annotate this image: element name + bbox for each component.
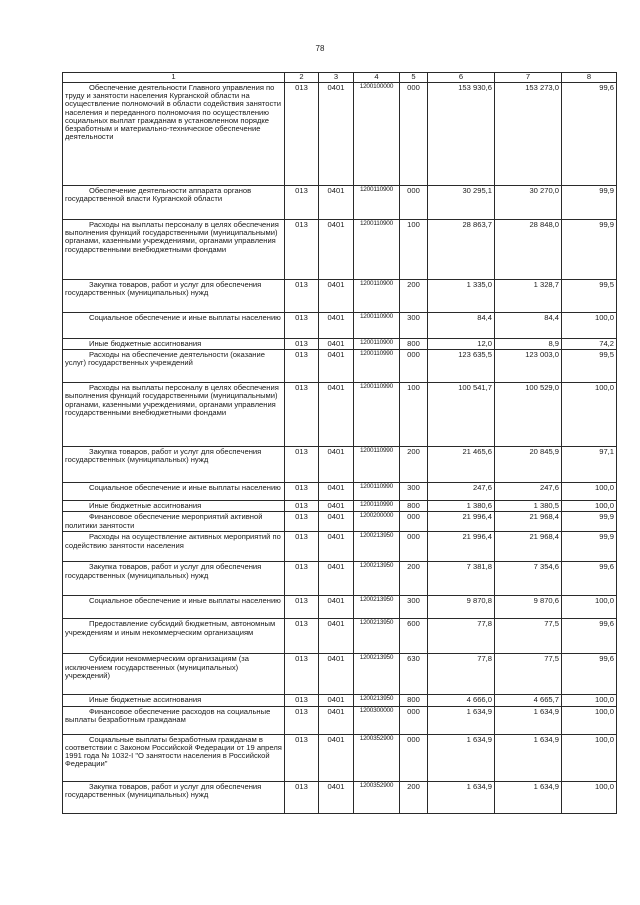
row-target-code: 1200110900	[354, 220, 400, 280]
row-execution-percent: 99,6	[562, 83, 617, 186]
row-planned-amount: 21 996,4	[428, 532, 495, 562]
row-grbs: 013	[285, 501, 319, 512]
row-grbs: 013	[285, 695, 319, 706]
row-expense-type: 300	[400, 313, 428, 339]
row-actual-amount: 1 634,9	[495, 734, 562, 781]
row-actual-amount: 21 968,4	[495, 512, 562, 532]
row-section: 0401	[319, 280, 354, 313]
row-grbs: 013	[285, 706, 319, 734]
row-grbs: 013	[285, 339, 319, 350]
row-execution-percent: 100,0	[562, 383, 617, 447]
row-name: Закупка товаров, работ и услуг для обеспечения государственных (муниципальных) нужд	[63, 280, 285, 313]
row-target-code: 1200213950	[354, 654, 400, 695]
row-execution-percent: 99,9	[562, 532, 617, 562]
row-execution-percent: 99,5	[562, 280, 617, 313]
table-row	[63, 339, 617, 350]
row-planned-amount: 21 996,4	[428, 512, 495, 532]
row-name: Иные бюджетные ассигнования	[63, 339, 285, 350]
row-expense-type: 000	[400, 512, 428, 532]
row-grbs: 013	[285, 83, 319, 186]
row-expense-type: 800	[400, 695, 428, 706]
header-row	[63, 73, 617, 83]
row-section: 0401	[319, 350, 354, 383]
row-planned-amount: 100 541,7	[428, 383, 495, 447]
row-expense-type: 600	[400, 619, 428, 654]
row-execution-percent: 97,1	[562, 447, 617, 483]
row-section: 0401	[319, 483, 354, 501]
row-actual-amount: 77,5	[495, 654, 562, 695]
row-actual-amount: 8,9	[495, 339, 562, 350]
row-section: 0401	[319, 83, 354, 186]
row-grbs: 013	[285, 186, 319, 220]
row-name: Обеспечение деятельности Главного управления по труду и занятости населения Курганской области на осуществление полномочий в области содействия занятости населения и переданного полномочия по осуществлению социальных выплат гражданам в установленном порядке безработным и материально-техническое обеспечение деятельности	[63, 83, 285, 186]
row-section: 0401	[319, 596, 354, 619]
row-actual-amount: 1 328,7	[495, 280, 562, 313]
row-target-code: 1200300000	[354, 706, 400, 734]
row-planned-amount: 30 295,1	[428, 186, 495, 220]
row-target-code: 1200110990	[354, 383, 400, 447]
table-row	[63, 447, 617, 483]
row-section: 0401	[319, 447, 354, 483]
row-name: Расходы на осуществление активных мероприятий по содействию занятости населения	[63, 532, 285, 562]
row-target-code: 1200100000	[354, 83, 400, 186]
row-planned-amount: 77,8	[428, 654, 495, 695]
header-cell: 6	[428, 73, 495, 83]
row-grbs: 013	[285, 512, 319, 532]
row-planned-amount: 28 863,7	[428, 220, 495, 280]
table-row	[63, 562, 617, 596]
row-expense-type: 300	[400, 596, 428, 619]
row-section: 0401	[319, 383, 354, 447]
row-actual-amount: 1 634,9	[495, 781, 562, 813]
row-section: 0401	[319, 706, 354, 734]
table-row	[63, 734, 617, 781]
row-actual-amount: 9 870,6	[495, 596, 562, 619]
row-planned-amount: 1 634,9	[428, 781, 495, 813]
row-actual-amount: 247,6	[495, 483, 562, 501]
row-target-code: 1200110990	[354, 483, 400, 501]
row-target-code: 1200213950	[354, 562, 400, 596]
row-execution-percent: 99,9	[562, 220, 617, 280]
row-name: Расходы на выплаты персоналу в целях обеспечения выполнения функций государственными (муниципальными) органами, казенными учреждениями, органами управления государственными внебюджетными фондами	[63, 220, 285, 280]
table-row	[63, 706, 617, 734]
row-planned-amount: 12,0	[428, 339, 495, 350]
row-planned-amount: 1 634,9	[428, 734, 495, 781]
row-actual-amount: 100 529,0	[495, 383, 562, 447]
row-target-code: 1200110900	[354, 339, 400, 350]
row-section: 0401	[319, 512, 354, 532]
row-grbs: 013	[285, 562, 319, 596]
row-section: 0401	[319, 734, 354, 781]
row-execution-percent: 100,0	[562, 706, 617, 734]
row-execution-percent: 74,2	[562, 339, 617, 350]
table-row	[63, 186, 617, 220]
row-actual-amount: 77,5	[495, 619, 562, 654]
header-cell: 7	[495, 73, 562, 83]
row-name: Закупка товаров, работ и услуг для обеспечения государственных (муниципальных) нужд	[63, 447, 285, 483]
row-execution-percent: 99,5	[562, 350, 617, 383]
row-planned-amount: 21 465,6	[428, 447, 495, 483]
table-row	[63, 512, 617, 532]
row-name: Закупка товаров, работ и услуг для обеспечения государственных (муниципальных) нужд	[63, 781, 285, 813]
row-target-code: 1200352900	[354, 734, 400, 781]
row-expense-type: 000	[400, 532, 428, 562]
row-section: 0401	[319, 501, 354, 512]
row-actual-amount: 1 634,9	[495, 706, 562, 734]
table-row	[63, 350, 617, 383]
row-expense-type: 000	[400, 706, 428, 734]
row-planned-amount: 1 380,6	[428, 501, 495, 512]
row-expense-type: 200	[400, 447, 428, 483]
row-actual-amount: 7 354,6	[495, 562, 562, 596]
row-planned-amount: 4 666,0	[428, 695, 495, 706]
row-execution-percent: 99,9	[562, 186, 617, 220]
table-row	[63, 619, 617, 654]
row-expense-type: 200	[400, 781, 428, 813]
row-execution-percent: 100,0	[562, 501, 617, 512]
row-planned-amount: 1 634,9	[428, 706, 495, 734]
row-name: Финансовое обеспечение мероприятий активной политики занятости	[63, 512, 285, 532]
row-name: Социальное обеспечение и иные выплаты населению	[63, 313, 285, 339]
row-execution-percent: 100,0	[562, 313, 617, 339]
row-target-code: 1200200000	[354, 512, 400, 532]
row-name: Финансовое обеспечение расходов на социальные выплаты безработным гражданам	[63, 706, 285, 734]
row-planned-amount: 77,8	[428, 619, 495, 654]
row-grbs: 013	[285, 447, 319, 483]
table-row	[63, 596, 617, 619]
row-expense-type: 200	[400, 280, 428, 313]
row-grbs: 013	[285, 313, 319, 339]
row-actual-amount: 84,4	[495, 313, 562, 339]
row-grbs: 013	[285, 619, 319, 654]
table-row	[63, 313, 617, 339]
table-row	[63, 781, 617, 813]
row-planned-amount: 9 870,8	[428, 596, 495, 619]
table-row	[63, 83, 617, 186]
row-name: Социальные выплаты безработным гражданам в соответствии с Законом Российской Федерации от 19 апреля 1991 года № 1032-I "О занятости населения в Российской Федерации"	[63, 734, 285, 781]
row-expense-type: 800	[400, 339, 428, 350]
table-row	[63, 532, 617, 562]
row-planned-amount: 1 335,0	[428, 280, 495, 313]
row-actual-amount: 153 273,0	[495, 83, 562, 186]
header-cell: 2	[285, 73, 319, 83]
page-number: 78	[315, 44, 325, 53]
row-target-code: 1200110900	[354, 186, 400, 220]
row-actual-amount: 28 848,0	[495, 220, 562, 280]
row-expense-type: 100	[400, 220, 428, 280]
row-section: 0401	[319, 186, 354, 220]
row-planned-amount: 84,4	[428, 313, 495, 339]
row-expense-type: 800	[400, 501, 428, 512]
header-cell: 8	[562, 73, 617, 83]
row-section: 0401	[319, 532, 354, 562]
row-grbs: 013	[285, 220, 319, 280]
row-name: Субсидии некоммерческим организациям (за исключением государственных (муниципальных) учреждений)	[63, 654, 285, 695]
row-expense-type: 000	[400, 350, 428, 383]
table-row	[63, 220, 617, 280]
row-expense-type: 200	[400, 562, 428, 596]
row-name: Обеспечение деятельности аппарата органов государственной власти Курганской области	[63, 186, 285, 220]
row-section: 0401	[319, 695, 354, 706]
row-execution-percent: 99,6	[562, 562, 617, 596]
row-execution-percent: 99,9	[562, 512, 617, 532]
row-name: Расходы на обеспечение деятельности (оказание услуг) государственных учреждений	[63, 350, 285, 383]
row-target-code: 1200213950	[354, 695, 400, 706]
table-row	[63, 383, 617, 447]
row-name: Социальное обеспечение и иные выплаты населению	[63, 596, 285, 619]
row-expense-type: 630	[400, 654, 428, 695]
row-grbs: 013	[285, 350, 319, 383]
row-name: Расходы на выплаты персоналу в целях обеспечения выполнения функций государственными (муниципальными) органами, казенными учреждениями, органами управления государственными внебюджетными фондами	[63, 383, 285, 447]
row-name: Иные бюджетные ассигнования	[63, 695, 285, 706]
row-actual-amount: 1 380,5	[495, 501, 562, 512]
row-execution-percent: 100,0	[562, 596, 617, 619]
row-expense-type: 000	[400, 83, 428, 186]
row-target-code: 1200110900	[354, 280, 400, 313]
header-cell: 1	[63, 73, 285, 83]
row-grbs: 013	[285, 532, 319, 562]
row-grbs: 013	[285, 781, 319, 813]
row-target-code: 1200213950	[354, 532, 400, 562]
row-actual-amount: 20 845,9	[495, 447, 562, 483]
row-target-code: 1200110990	[354, 447, 400, 483]
row-section: 0401	[319, 220, 354, 280]
row-execution-percent: 99,6	[562, 619, 617, 654]
row-section: 0401	[319, 562, 354, 596]
row-section: 0401	[319, 781, 354, 813]
row-target-code: 1200110990	[354, 501, 400, 512]
row-target-code: 1200110990	[354, 350, 400, 383]
row-name: Социальное обеспечение и иные выплаты населению	[63, 483, 285, 501]
row-planned-amount: 7 381,8	[428, 562, 495, 596]
row-target-code: 1200213950	[354, 619, 400, 654]
table-row	[63, 654, 617, 695]
row-grbs: 013	[285, 596, 319, 619]
row-execution-percent: 100,0	[562, 695, 617, 706]
row-execution-percent: 100,0	[562, 483, 617, 501]
budget-table	[62, 72, 617, 814]
row-name: Закупка товаров, работ и услуг для обеспечения государственных (муниципальных) нужд	[63, 562, 285, 596]
table-body	[63, 73, 617, 814]
row-planned-amount: 153 930,6	[428, 83, 495, 186]
row-execution-percent: 100,0	[562, 781, 617, 813]
header-cell: 3	[319, 73, 354, 83]
header-cell: 5	[400, 73, 428, 83]
row-target-code: 1200352900	[354, 781, 400, 813]
row-actual-amount: 30 270,0	[495, 186, 562, 220]
row-grbs: 013	[285, 383, 319, 447]
table-row	[63, 280, 617, 313]
row-section: 0401	[319, 654, 354, 695]
header-cell: 4	[354, 73, 400, 83]
row-execution-percent: 100,0	[562, 734, 617, 781]
row-grbs: 013	[285, 483, 319, 501]
row-expense-type: 000	[400, 734, 428, 781]
table-row	[63, 501, 617, 512]
row-target-code: 1200110900	[354, 313, 400, 339]
table-row	[63, 695, 617, 706]
row-expense-type: 000	[400, 186, 428, 220]
table-row	[63, 483, 617, 501]
row-grbs: 013	[285, 280, 319, 313]
row-planned-amount: 123 635,5	[428, 350, 495, 383]
row-section: 0401	[319, 313, 354, 339]
row-name: Иные бюджетные ассигнования	[63, 501, 285, 512]
row-grbs: 013	[285, 734, 319, 781]
row-target-code: 1200213950	[354, 596, 400, 619]
row-grbs: 013	[285, 654, 319, 695]
row-section: 0401	[319, 619, 354, 654]
row-actual-amount: 4 665,7	[495, 695, 562, 706]
row-section: 0401	[319, 339, 354, 350]
row-expense-type: 100	[400, 383, 428, 447]
row-actual-amount: 123 003,0	[495, 350, 562, 383]
row-execution-percent: 99,6	[562, 654, 617, 695]
row-expense-type: 300	[400, 483, 428, 501]
row-actual-amount: 21 968,4	[495, 532, 562, 562]
row-name: Предоставление субсидий бюджетным, автономным учреждениям и иным некоммерческим организациям	[63, 619, 285, 654]
row-planned-amount: 247,6	[428, 483, 495, 501]
